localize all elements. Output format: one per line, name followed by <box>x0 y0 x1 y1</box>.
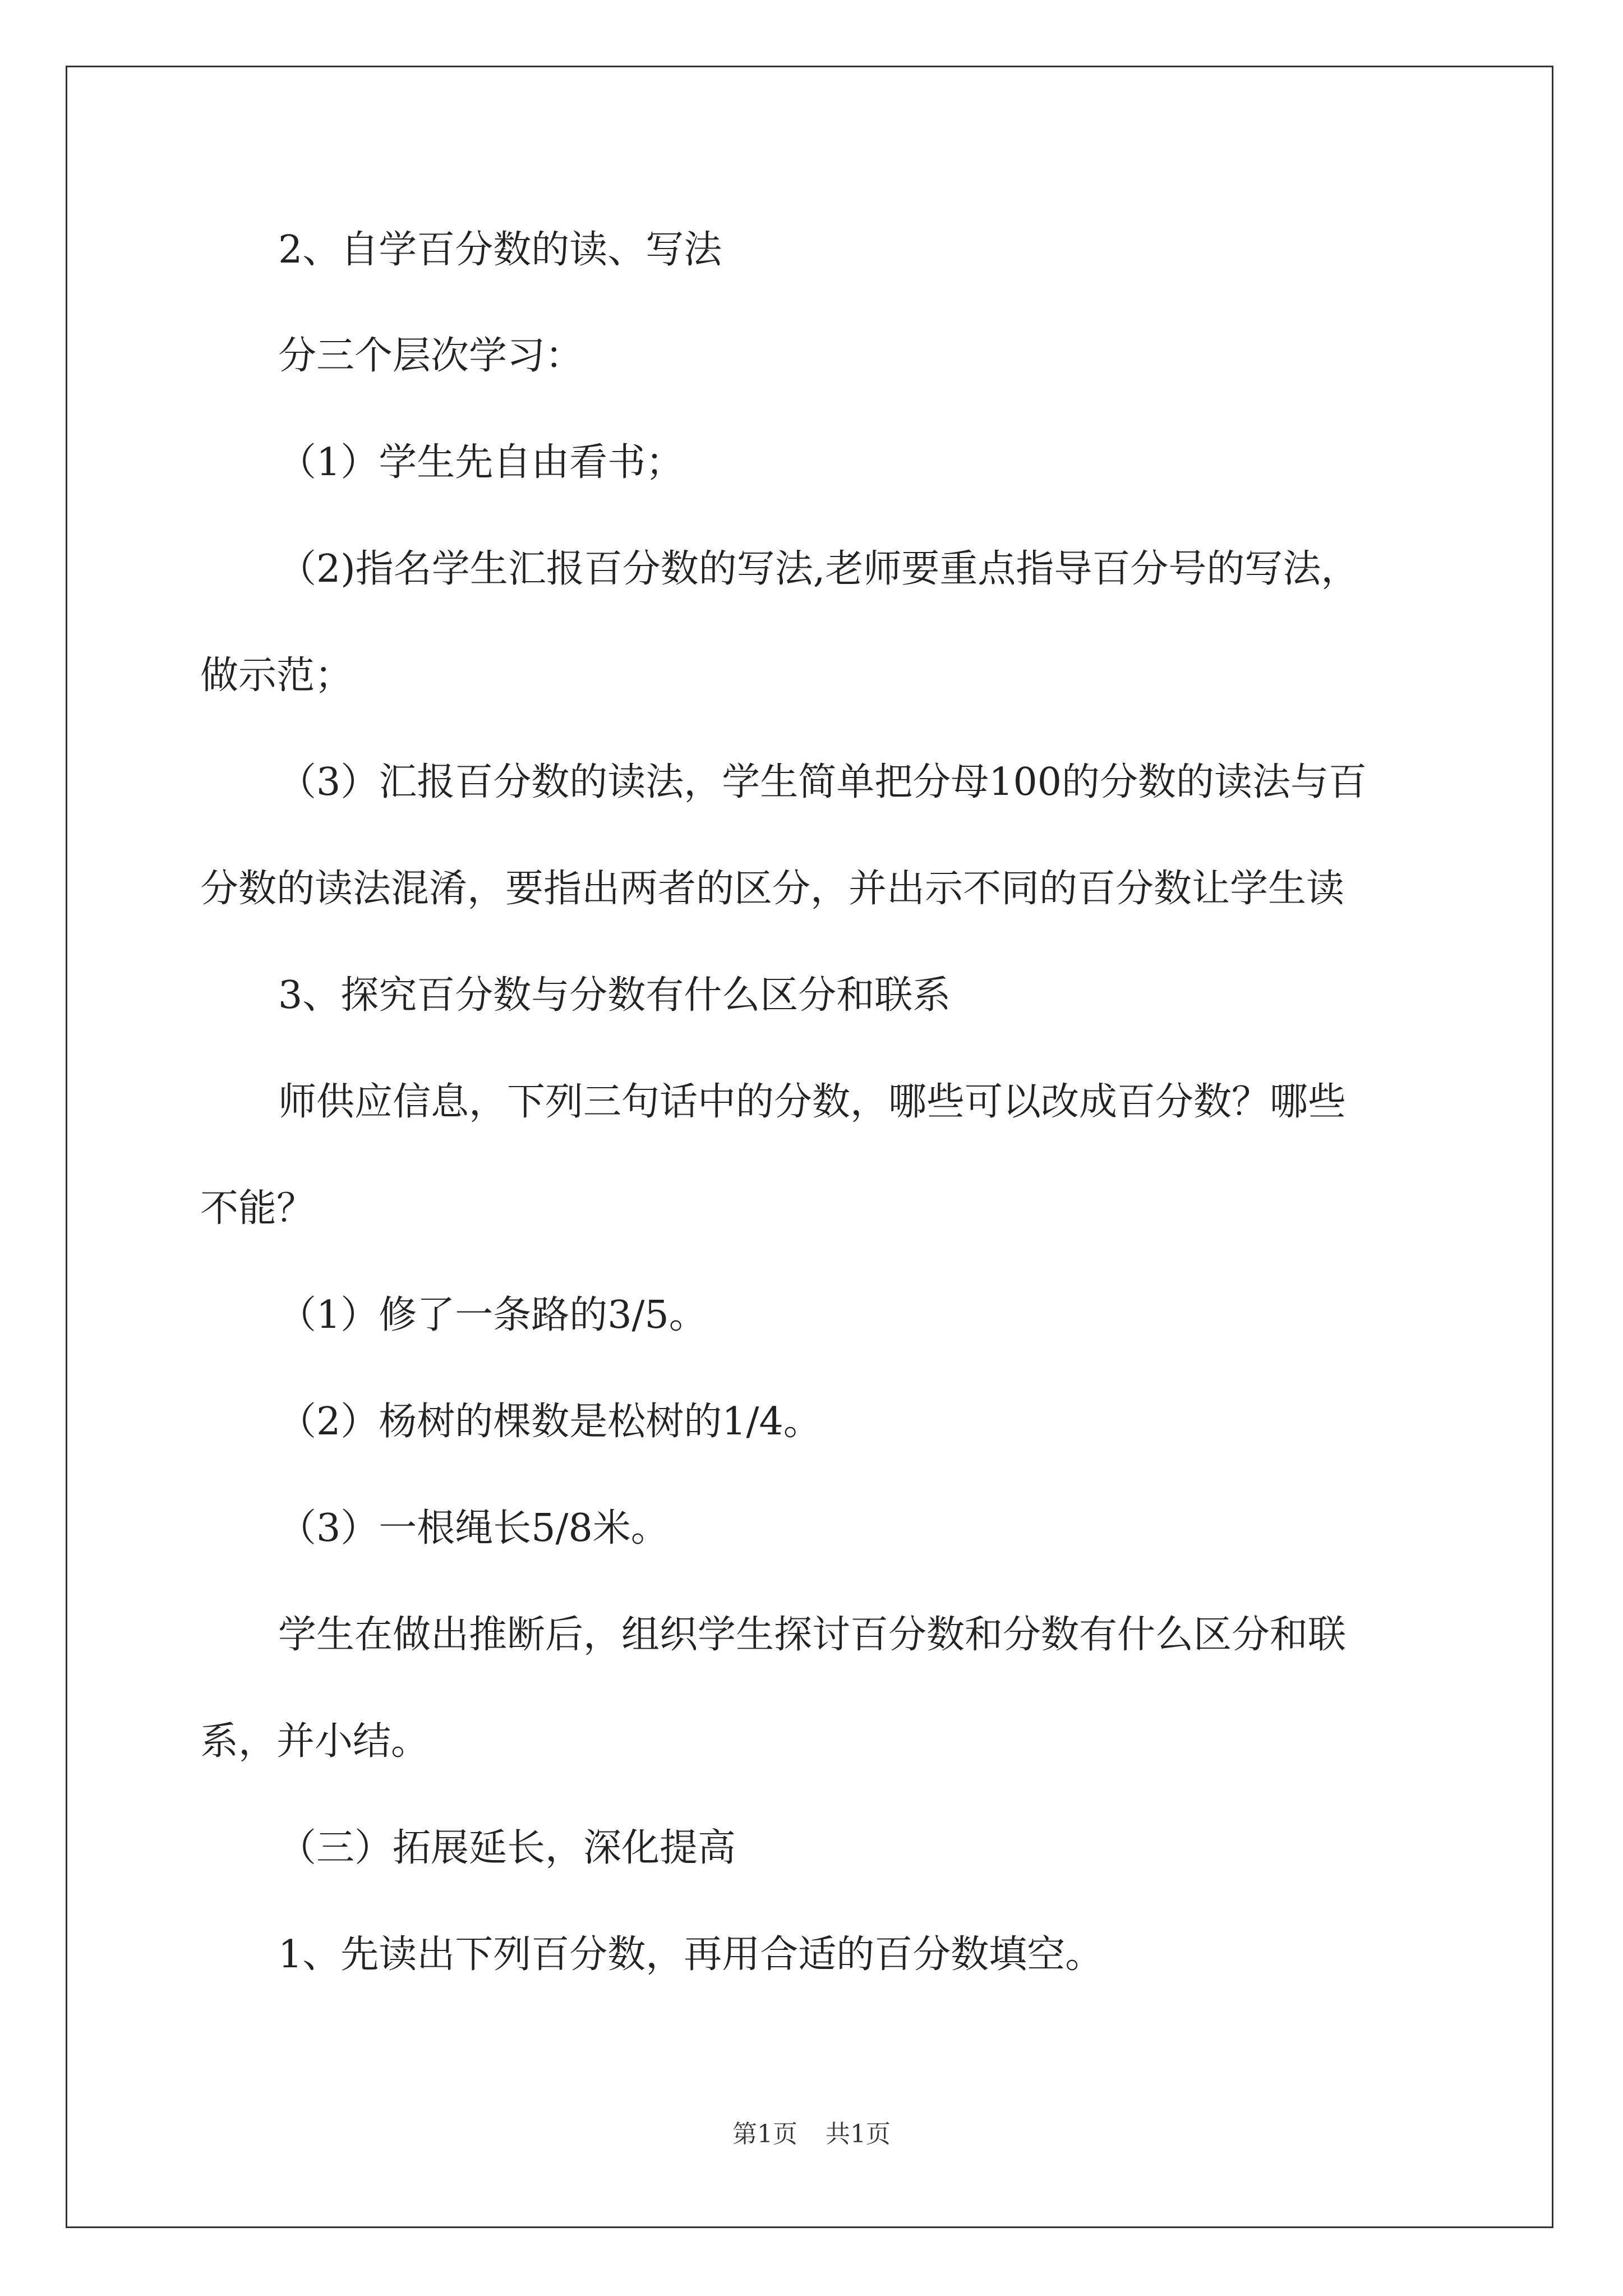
footer-total-pages: 共1页 <box>826 2120 891 2148</box>
paragraph-step-1: （1）学生先自由看书； <box>278 440 684 485</box>
example-3: （3）一根绳长5/8米。 <box>278 1506 669 1550</box>
heading-extension: （三）拓展延长，深化提高 <box>278 1826 736 1870</box>
paragraph-step-3: （3）汇报百分数的读法，学生简单把分母100的分数的读法与百 <box>278 760 1367 804</box>
paragraph-teacher-info-cont: 不能？ <box>200 1186 315 1231</box>
heading-read-write: 2、自学百分数的读、写法 <box>278 228 722 272</box>
paragraph-step-2-cont: 做示范； <box>200 654 353 698</box>
paragraph-step-3-cont: 分数的读法混淆，要指出两者的区分，并出示不同的百分数让学生读 <box>200 867 1345 911</box>
footer-page-number: 第1页 <box>732 2120 797 2148</box>
example-2: （2）杨树的棵数是松树的1/4。 <box>278 1400 822 1444</box>
page-frame <box>66 66 1553 2228</box>
paragraph-teacher-info: 师供应信息，下列三句话中的分数，哪些可以改成百分数？哪些 <box>278 1080 1347 1124</box>
paragraph-three-levels: 分三个层次学习： <box>278 334 584 378</box>
paragraph-discussion: 学生在做出推断后，组织学生探讨百分数和分数有什么区分和联 <box>278 1613 1347 1657</box>
example-1: （1）修了一条路的3/5。 <box>278 1293 707 1337</box>
page-footer <box>0 2118 1623 2151</box>
paragraph-discussion-cont: 系，并小结。 <box>200 1719 430 1764</box>
paragraph-exercise-1: 1、先读出下列百分数，再用合适的百分数填空。 <box>278 1932 1104 1977</box>
paragraph-step-2: （2)指名学生汇报百分数的写法,老师要重点指导百分号的写法， <box>278 547 1359 591</box>
heading-explore: 3、探究百分数与分数有什么区分和联系 <box>278 973 951 1018</box>
